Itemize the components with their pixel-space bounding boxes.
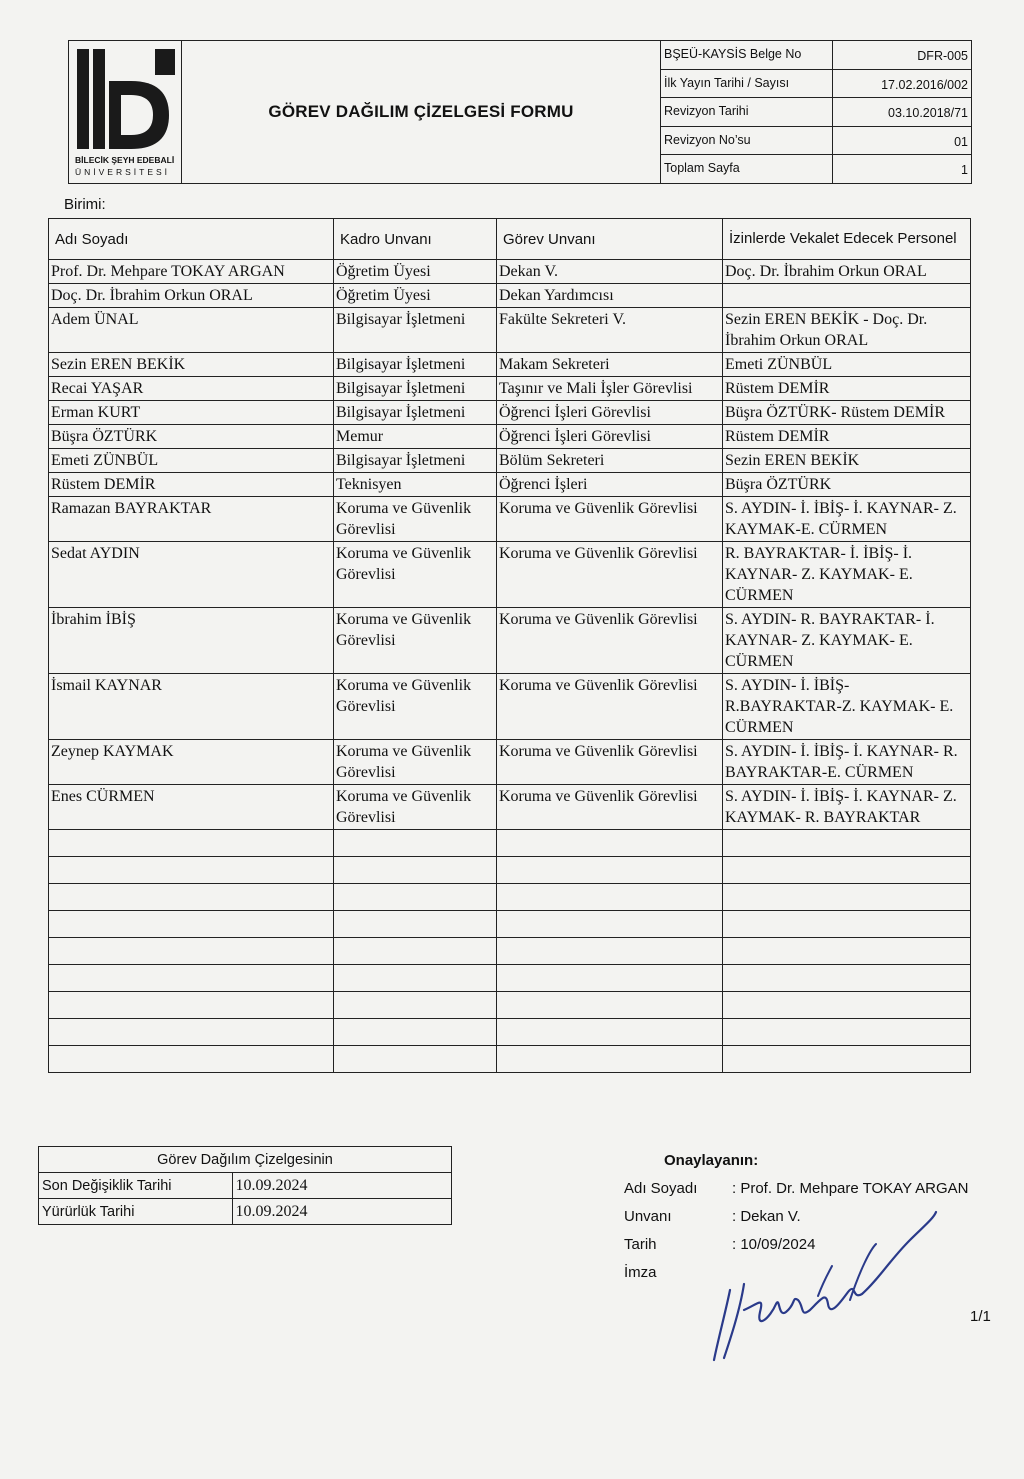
- duty-title-cell: Taşınır ve Mali İşler Görevlisi: [497, 377, 723, 401]
- approval-value: : Prof. Dr. Mehpare TOKAY ARGAN: [732, 1180, 969, 1197]
- logo-text-line1: BİLECİK ŞEYH EDEBALİ: [75, 155, 175, 165]
- meta-value: 1: [961, 163, 968, 178]
- table-row: [49, 308, 971, 353]
- name-cell: Adem ÜNAL: [49, 308, 334, 353]
- staff-title-cell: Bilgisayar İşletmeni: [334, 353, 497, 377]
- logo-text-line2: ÜNİVERSİTESİ: [75, 167, 171, 177]
- meta-row: [661, 41, 971, 70]
- staff-title-cell: Öğretim Üyesi: [334, 260, 497, 284]
- name-cell: İsmail KAYNAR: [49, 674, 334, 740]
- duty-table: [48, 218, 971, 1073]
- table-row: [49, 497, 971, 542]
- duty-title-cell: Koruma ve Güvenlik Görevlisi: [497, 497, 723, 542]
- table-row: [49, 740, 971, 785]
- university-logo: [69, 41, 182, 183]
- meta-row: [661, 127, 971, 156]
- empty-cell: [334, 857, 497, 884]
- meta-row: [661, 98, 971, 127]
- header-duty-title: Görev Unvanı: [497, 219, 723, 260]
- empty-cell: [49, 1019, 334, 1046]
- approval-title: Onaylayanın:: [664, 1152, 759, 1169]
- meta-label: Revizyon Tarihi: [661, 98, 833, 126]
- staff-title-cell: Koruma ve Güvenlik Görevlisi: [334, 608, 497, 674]
- dates-table: [38, 1146, 452, 1225]
- table-row: [49, 284, 971, 308]
- empty-cell: [49, 938, 334, 965]
- table-row: [49, 401, 971, 425]
- table-row: [39, 1173, 452, 1199]
- empty-cell: [334, 965, 497, 992]
- duty-title-cell: Öğrenci İşleri Görevlisi: [497, 401, 723, 425]
- staff-title-cell: Koruma ve Güvenlik Görevlisi: [334, 740, 497, 785]
- empty-cell: [497, 830, 723, 857]
- name-cell: Zeynep KAYMAK: [49, 740, 334, 785]
- empty-cell: [334, 938, 497, 965]
- substitute-cell: [723, 284, 971, 308]
- empty-cell: [497, 1019, 723, 1046]
- table-row: [49, 425, 971, 449]
- duty-title-cell: Koruma ve Güvenlik Görevlisi: [497, 785, 723, 830]
- empty-cell: [49, 911, 334, 938]
- meta-value: 17.02.2016/002: [881, 77, 968, 92]
- empty-cell: [723, 938, 971, 965]
- unit-label: Birimi:: [64, 196, 106, 213]
- staff-title-cell: Bilgisayar İşletmeni: [334, 377, 497, 401]
- empty-cell: [723, 1046, 971, 1073]
- meta-label: İlk Yayın Tarihi / Sayısı: [661, 70, 833, 98]
- substitute-cell: Emeti ZÜNBÜL: [723, 353, 971, 377]
- approval-label: Tarih: [624, 1236, 657, 1253]
- name-cell: Prof. Dr. Mehpare TOKAY ARGAN: [49, 260, 334, 284]
- table-row: [49, 608, 971, 674]
- empty-table-row: [49, 938, 971, 965]
- staff-title-cell: Koruma ve Güvenlik Görevlisi: [334, 674, 497, 740]
- approval-value: : Dekan V.: [732, 1208, 801, 1225]
- duty-title-cell: Dekan Yardımcısı: [497, 284, 723, 308]
- staff-title-cell: Teknisyen: [334, 473, 497, 497]
- empty-cell: [334, 830, 497, 857]
- name-cell: Sezin EREN BEKİK: [49, 353, 334, 377]
- header-name: Adı Soyadı: [49, 219, 334, 260]
- duty-title-cell: Dekan V.: [497, 260, 723, 284]
- dates-value: 10.09.2024: [232, 1199, 451, 1225]
- empty-cell: [49, 884, 334, 911]
- table-row: [49, 674, 971, 740]
- empty-cell: [723, 911, 971, 938]
- staff-title-cell: Memur: [334, 425, 497, 449]
- substitute-cell: Rüstem DEMİR: [723, 377, 971, 401]
- substitute-cell: Rüstem DEMİR: [723, 425, 971, 449]
- approval-label: Unvanı: [624, 1208, 672, 1225]
- substitute-cell: Büşra ÖZTÜRK: [723, 473, 971, 497]
- staff-title-cell: Koruma ve Güvenlik Görevlisi: [334, 497, 497, 542]
- staff-title-cell: Bilgisayar İşletmeni: [334, 308, 497, 353]
- header-staff-title: Kadro Unvanı: [334, 219, 497, 260]
- signature-image: [700, 1200, 960, 1370]
- empty-cell: [723, 1019, 971, 1046]
- substitute-cell: Sezin EREN BEKİK: [723, 449, 971, 473]
- approval-label: Adı Soyadı: [624, 1180, 698, 1197]
- staff-title-cell: Bilgisayar İşletmeni: [334, 449, 497, 473]
- empty-cell: [497, 1046, 723, 1073]
- duty-title-cell: Öğrenci İşleri: [497, 473, 723, 497]
- page-number: 1/1: [970, 1308, 991, 1325]
- empty-table-row: [49, 857, 971, 884]
- empty-cell: [497, 992, 723, 1019]
- empty-cell: [497, 965, 723, 992]
- logo-icon: [69, 41, 181, 183]
- empty-table-row: [49, 992, 971, 1019]
- empty-cell: [49, 830, 334, 857]
- duty-title-cell: Bölüm Sekreteri: [497, 449, 723, 473]
- name-cell: Ramazan BAYRAKTAR: [49, 497, 334, 542]
- empty-cell: [723, 857, 971, 884]
- name-cell: Büşra ÖZTÜRK: [49, 425, 334, 449]
- form-header: [68, 40, 972, 184]
- dates-value: 10.09.2024: [232, 1173, 451, 1199]
- substitute-cell: S. AYDIN- İ. İBİŞ- İ. KAYNAR- Z. KAYMAK-E. CÜRMEN: [723, 497, 971, 542]
- staff-title-cell: Öğretim Üyesi: [334, 284, 497, 308]
- staff-title-cell: Koruma ve Güvenlik Görevlisi: [334, 785, 497, 830]
- meta-value: DFR-005: [917, 49, 968, 63]
- table-row: [49, 377, 971, 401]
- empty-cell: [723, 992, 971, 1019]
- empty-cell: [334, 911, 497, 938]
- table-row: [49, 449, 971, 473]
- empty-table-row: [49, 1046, 971, 1073]
- approval-value: : 10/09/2024: [732, 1236, 816, 1253]
- empty-cell: [497, 857, 723, 884]
- dates-caption: Görev Dağılım Çizelgesinin: [39, 1147, 452, 1173]
- empty-cell: [334, 992, 497, 1019]
- empty-cell: [49, 857, 334, 884]
- document-meta: [661, 41, 971, 183]
- empty-cell: [497, 938, 723, 965]
- name-cell: Erman KURT: [49, 401, 334, 425]
- empty-cell: [497, 911, 723, 938]
- approval-field: [624, 1180, 968, 1197]
- duty-title-cell: Koruma ve Güvenlik Görevlisi: [497, 542, 723, 608]
- meta-row: [661, 155, 971, 183]
- substitute-cell: Sezin EREN BEKİK - Doç. Dr. İbrahim Orkun ORAL: [723, 308, 971, 353]
- empty-cell: [49, 965, 334, 992]
- duty-title-cell: Fakülte Sekreteri V.: [497, 308, 723, 353]
- table-header-row: [49, 219, 971, 260]
- meta-label: Toplam Sayfa: [661, 155, 833, 183]
- dates-label: Yürürlük Tarihi: [39, 1199, 233, 1225]
- empty-cell: [723, 830, 971, 857]
- form-title: GÖREV DAĞILIM ÇİZELGESİ FORMU: [268, 102, 574, 121]
- name-cell: Enes CÜRMEN: [49, 785, 334, 830]
- name-cell: Recai YAŞAR: [49, 377, 334, 401]
- empty-cell: [49, 992, 334, 1019]
- empty-cell: [334, 884, 497, 911]
- table-row: [49, 542, 971, 608]
- name-cell: Rüstem DEMİR: [49, 473, 334, 497]
- substitute-cell: S. AYDIN- İ. İBİŞ- İ. KAYNAR- R. BAYRAKTAR-E. CÜRMEN: [723, 740, 971, 785]
- table-body: [49, 260, 971, 1073]
- duty-title-cell: Koruma ve Güvenlik Görevlisi: [497, 740, 723, 785]
- table-row: [39, 1199, 452, 1225]
- meta-value: 03.10.2018/71: [888, 106, 968, 121]
- duty-title-cell: Koruma ve Güvenlik Görevlisi: [497, 674, 723, 740]
- duty-title-cell: Koruma ve Güvenlik Görevlisi: [497, 608, 723, 674]
- duty-title-cell: Öğrenci İşleri Görevlisi: [497, 425, 723, 449]
- empty-cell: [723, 965, 971, 992]
- duty-title-cell: Makam Sekreteri: [497, 353, 723, 377]
- table-row: [49, 473, 971, 497]
- empty-table-row: [49, 965, 971, 992]
- staff-title-cell: Koruma ve Güvenlik Görevlisi: [334, 542, 497, 608]
- table-row: [49, 260, 971, 284]
- substitute-cell: S. AYDIN- İ. İBİŞ- R.BAYRAKTAR-Z. KAYMAK- E. CÜRMEN: [723, 674, 971, 740]
- header-substitute: İzinlerde Vekalet Edecek Personel: [723, 219, 971, 260]
- approval-label: İmza: [624, 1264, 657, 1281]
- substitute-cell: Büşra ÖZTÜRK- Rüstem DEMİR: [723, 401, 971, 425]
- empty-cell: [723, 884, 971, 911]
- empty-cell: [334, 1019, 497, 1046]
- substitute-cell: Doç. Dr. İbrahim Orkun ORAL: [723, 260, 971, 284]
- form-title-cell: [182, 41, 661, 183]
- substitute-cell: R. BAYRAKTAR- İ. İBİŞ- İ. KAYNAR- Z. KAYMAK- E. CÜRMEN: [723, 542, 971, 608]
- staff-title-cell: Bilgisayar İşletmeni: [334, 401, 497, 425]
- empty-cell: [497, 884, 723, 911]
- meta-label: Revizyon No’su: [661, 127, 833, 155]
- table-row: [49, 353, 971, 377]
- empty-table-row: [49, 911, 971, 938]
- empty-table-row: [49, 1019, 971, 1046]
- name-cell: Emeti ZÜNBÜL: [49, 449, 334, 473]
- substitute-cell: S. AYDIN- R. BAYRAKTAR- İ. KAYNAR- Z. KAYMAK- E. CÜRMEN: [723, 608, 971, 674]
- name-cell: Doç. Dr. İbrahim Orkun ORAL: [49, 284, 334, 308]
- meta-value: 01: [954, 134, 968, 149]
- empty-table-row: [49, 830, 971, 857]
- empty-cell: [49, 1046, 334, 1073]
- meta-label: BŞEÜ-KAYSİS Belge No: [661, 41, 833, 69]
- empty-cell: [334, 1046, 497, 1073]
- table-row: [49, 785, 971, 830]
- name-cell: Sedat AYDIN: [49, 542, 334, 608]
- meta-row: [661, 70, 971, 99]
- substitute-cell: S. AYDIN- İ. İBİŞ- İ. KAYNAR- Z. KAYMAK- R. BAYRAKTAR: [723, 785, 971, 830]
- empty-table-row: [49, 884, 971, 911]
- dates-label: Son Değişiklik Tarihi: [39, 1173, 233, 1199]
- name-cell: İbrahim İBİŞ: [49, 608, 334, 674]
